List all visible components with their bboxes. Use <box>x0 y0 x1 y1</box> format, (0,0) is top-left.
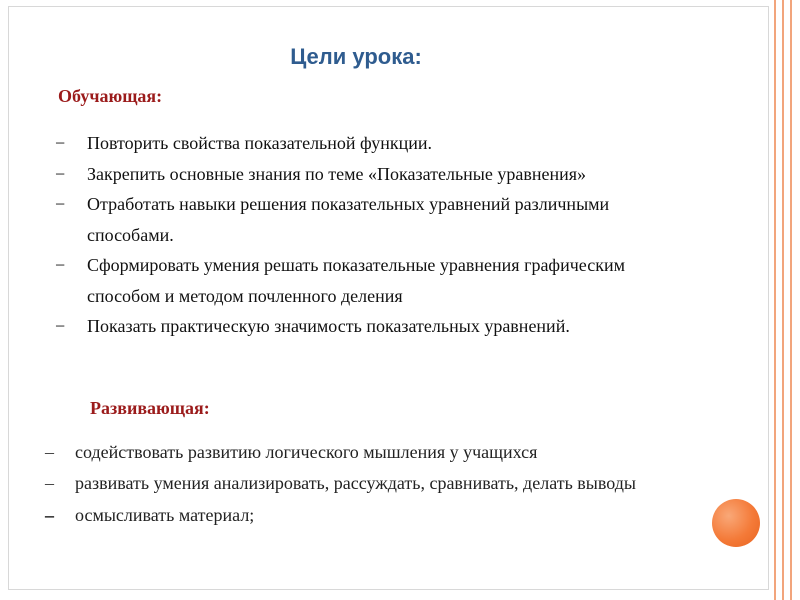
decor-stripe-3 <box>790 0 792 600</box>
decor-stripe-2 <box>782 0 784 600</box>
list-item: – развивать умения анализировать, рассуждать, сравнивать, делать выводы <box>75 468 700 499</box>
list-item: − Закрепить основные знания по теме «Показательные уравнения» <box>87 159 667 190</box>
list-developing <box>45 437 700 531</box>
bullet-dash: – <box>45 472 54 493</box>
slide-title: Цели урока: <box>290 44 422 69</box>
bullet-dash: − <box>55 316 66 336</box>
list-item: − Отработать навыки решения показательных уравнений различными способами. <box>87 189 667 250</box>
list-item: − Показать практическую значимость показательных уравнений. <box>87 311 667 342</box>
list-item: − Сформировать умения решать показательные уравнения графическим способом и методом почленного деления <box>87 250 667 311</box>
list-teaching <box>55 128 667 342</box>
decor-circle <box>712 499 760 547</box>
list-item: − Повторить свойства показательной функции. <box>87 128 667 159</box>
bullet-dash: − <box>55 194 66 214</box>
bullet-dash: – <box>45 442 54 462</box>
list-item: – содействовать развитию логического мышления у учащихся <box>75 437 700 468</box>
bullet-dash: − <box>55 255 66 275</box>
section-heading-developing: Развивающая: <box>90 398 210 418</box>
decor-stripe-1 <box>774 0 776 600</box>
bullet-dash: − <box>55 133 66 153</box>
section-heading-teaching: Обучающая: <box>58 86 163 106</box>
bullet-dash: − <box>55 163 66 184</box>
bullet-dash: – <box>45 505 54 525</box>
list-item: – осмысливать материал; <box>75 500 700 531</box>
